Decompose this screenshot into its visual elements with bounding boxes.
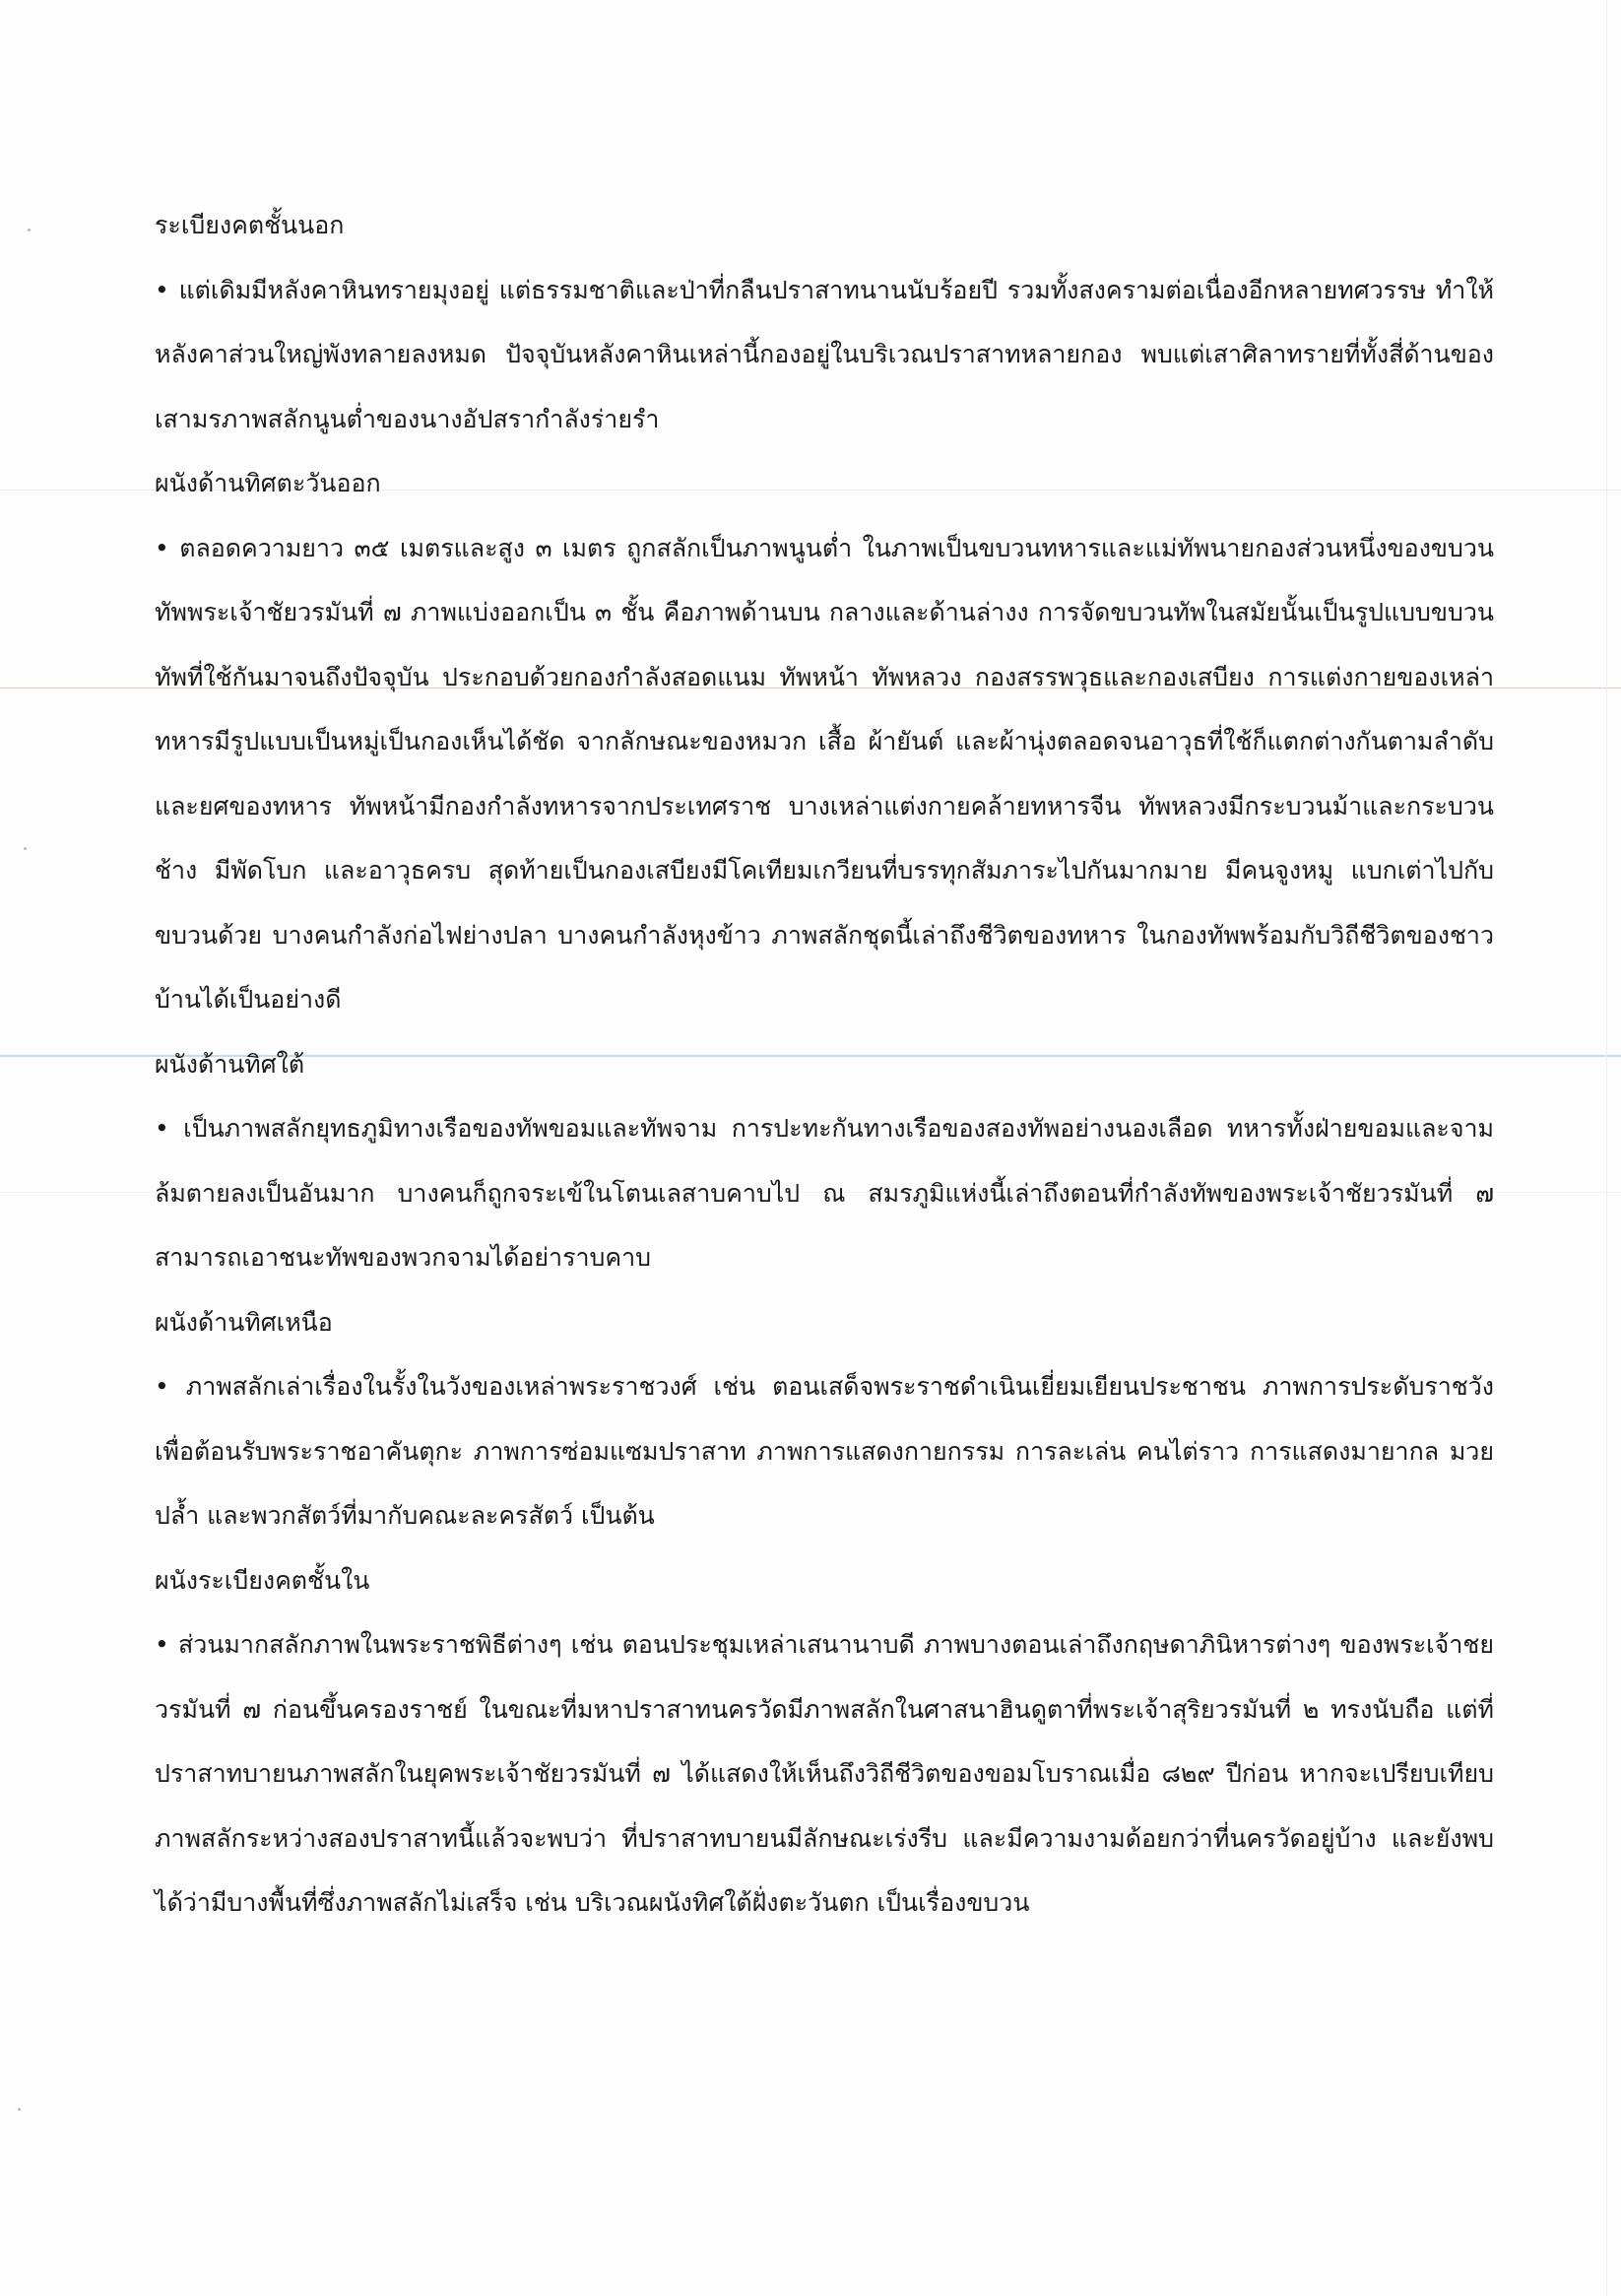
section-heading: ผนังด้านทิศใต้ [155,1049,305,1079]
scan-speck [28,229,31,231]
bullet-icon: • [155,1114,169,1143]
section-paragraph [155,1612,1494,1935]
section-paragraph [155,258,1494,452]
section-heading: ผนังระเบียงคตชั้นใน [155,1565,370,1595]
scan-speck [24,847,27,850]
bullet-icon: • [155,533,169,562]
bullet-icon: • [155,1372,169,1401]
paragraph-text: ภาพสลักเล่าเรื่องในรั้งในวังของเหล่าพระราชวงศ์ เช่น ตอนเสด็จพระราชดำเนินเยี่ยมเยียนประชาชน ภาพการประดับราชวังเพื่อต้อนรับพระราชอาคันตุกะ ภาพการซ่อมแซมปราสาท ภาพการแสดงกายกรรม การละเล่น คนไต่ราว การแสดงมายากล มวยปล้ำ และพวกสัตว์ที่มากับคณะละครสัตว์ เป็นต้น [155,1372,1494,1530]
section-heading: ระเบียงคตชั้นนอก [155,211,345,239]
scan-edge [1606,0,1607,2296]
scan-speck [18,2108,21,2111]
bullet-icon: • [155,1630,169,1659]
paragraph-text: เป็นภาพสลักยุทธภูมิทางเรือของทัพขอมและทัพจาม การปะทะกันทางเรือของสองทัพอย่างนองเลือด ทหารทั้งฝ่ายขอมและจามล้มตายลงเป็นอันมาก บางคนก็ถูกจระเข้ในโตนเลสาบคาบไป ณ สมรภูมิแห่งนี้เล่าถึงตอนที่กำลังทัพของพระเจ้าชัยวรมันที่ ๗ สามารถเอาชนะทัพของพวกจามได้อย่าราบคาบ [155,1114,1494,1272]
paragraph-text: ตลอดความยาว ๓๕ เมตรและสูง ๓ เมตร ถูกสลักเป็นภาพนูนต่ำ ในภาพเป็นขบวนทหารและแม่ทัพนายกองส่วนหนึ่งของขบวนทัพพระเจ้าชัยวรมันที่ ๗ ภาพแบ่งออกเป็น ๓ ชั้น คือภาพด้านบน กลางและด้านล่างง การจัดขบวนทัพในสมัยนั้นเป็นรูปแบบขบวนทัพที่ใช้กันมาจนถึงปัจจุบัน ประกอบด้วยกองกำลังสอดแนม ทัพหน้า ทัพหลวง กองสรรพวุธและกองเสบียง การแต่งกายของเหล่าทหารมีรูปแบบเป็นหมู่เป็นกองเห็นได้ชัด จากลักษณะของหมวก เสื้อ ผ้ายันต์ และผ้านุ่งตลอดจนอาวุธที่ใช้ก็แตกต่างกันตามลำดับและยศของทหาร ทัพหน้ามีกองกำลังทหารจากประเทศราช บางเหล่าแต่งกายคล้ายทหารจีน ทัพหลวงมีกระบวนม้าและกระบวนช้าง มีพัดโบก และอาวุธครบ สุดท้ายเป็นกองเสบียงมีโคเทียมเกวียนที่บรรทุกสัมภาระไปกันมากมาย มีคนจูงหมู แบกเต่าไปกับขบวนด้วย บางคนกำลังก่อไฟย่างปลา บางคนกำลังหุงข้าว ภาพสลักชุดนี้เล่าถึงชีวิตของทหาร ในกองทัพพร้อมกับวิถีชีวิตของชาวบ้านได้เป็นอย่างดี [155,533,1494,1014]
section-paragraph [155,1354,1494,1548]
paragraph-text: แต่เดิมมีหลังคาหินทรายมุงอยู่ แต่ธรรมชาติและป่าที่กลืนปราสาทนานนับร้อยปี รวมทั้งสงครามต่อเนื่องอีกหลายทศวรรษ ทำให้หลังคาส่วนใหญ่พังทลายลงหมด ปัจจุบันหลังคาหินเหล่านี้กองอยู่ในบริเวณปราสาทหลายกอง พบแต่เสาศิลาทรายที่ทั้งสี่ด้านของเสามรภาพสลักนูนต่ำของนางอัปสรากำลังร่ายรำ [155,275,1494,433]
section-heading: ผนังด้านทิศตะวันออก [155,469,381,497]
document-body [155,193,1494,1935]
section-paragraph [155,516,1494,1032]
paragraph-text: ส่วนมากสลักภาพในพระราชพิธีต่างๆ เช่น ตอนประชุมเหล่าเสนานาบดี ภาพบางตอนเล่าถึงกฤษดาภินิหารต่างๆ ของพระเจ้าชยวรมันที่ ๗ ก่อนขึ้นครองราชย์ ในขณะที่มหาปราสาทนครวัดมีภาพสลักในศาสนาฮินดูตาที่พระเจ้าสุริยวรมันที่ ๒ ทรงนับถือ แต่ที่ปราสาทบายนภาพสลักในยุคพระเจ้าชัยวรมันที่ ๗ ได้แสดงให้เห็นถึงวิถีชีวิตของขอมโบราณเมื่อ ๘๒๙ ปีก่อน หากจะเปรียบเทียบภาพสลักระหว่างสองปราสาทนี้แล้วจะพบว่า ที่ปราสาทบายนมีลักษณะเร่งรีบ และมีความงามด้อยกว่าที่นครวัดอยู่บ้าง และยังพบได้ว่ามีบางพื้นที่ซึ่งภาพสลักไม่เสร็จ เช่น บริเวณผนังทิศใต้ฝั่งตะวันตก เป็นเรื่องขบวน [155,1630,1494,1917]
bullet-icon: • [155,275,169,304]
section-heading: ผนังด้านทิศเหนือ [155,1307,333,1337]
section-paragraph [155,1096,1494,1290]
